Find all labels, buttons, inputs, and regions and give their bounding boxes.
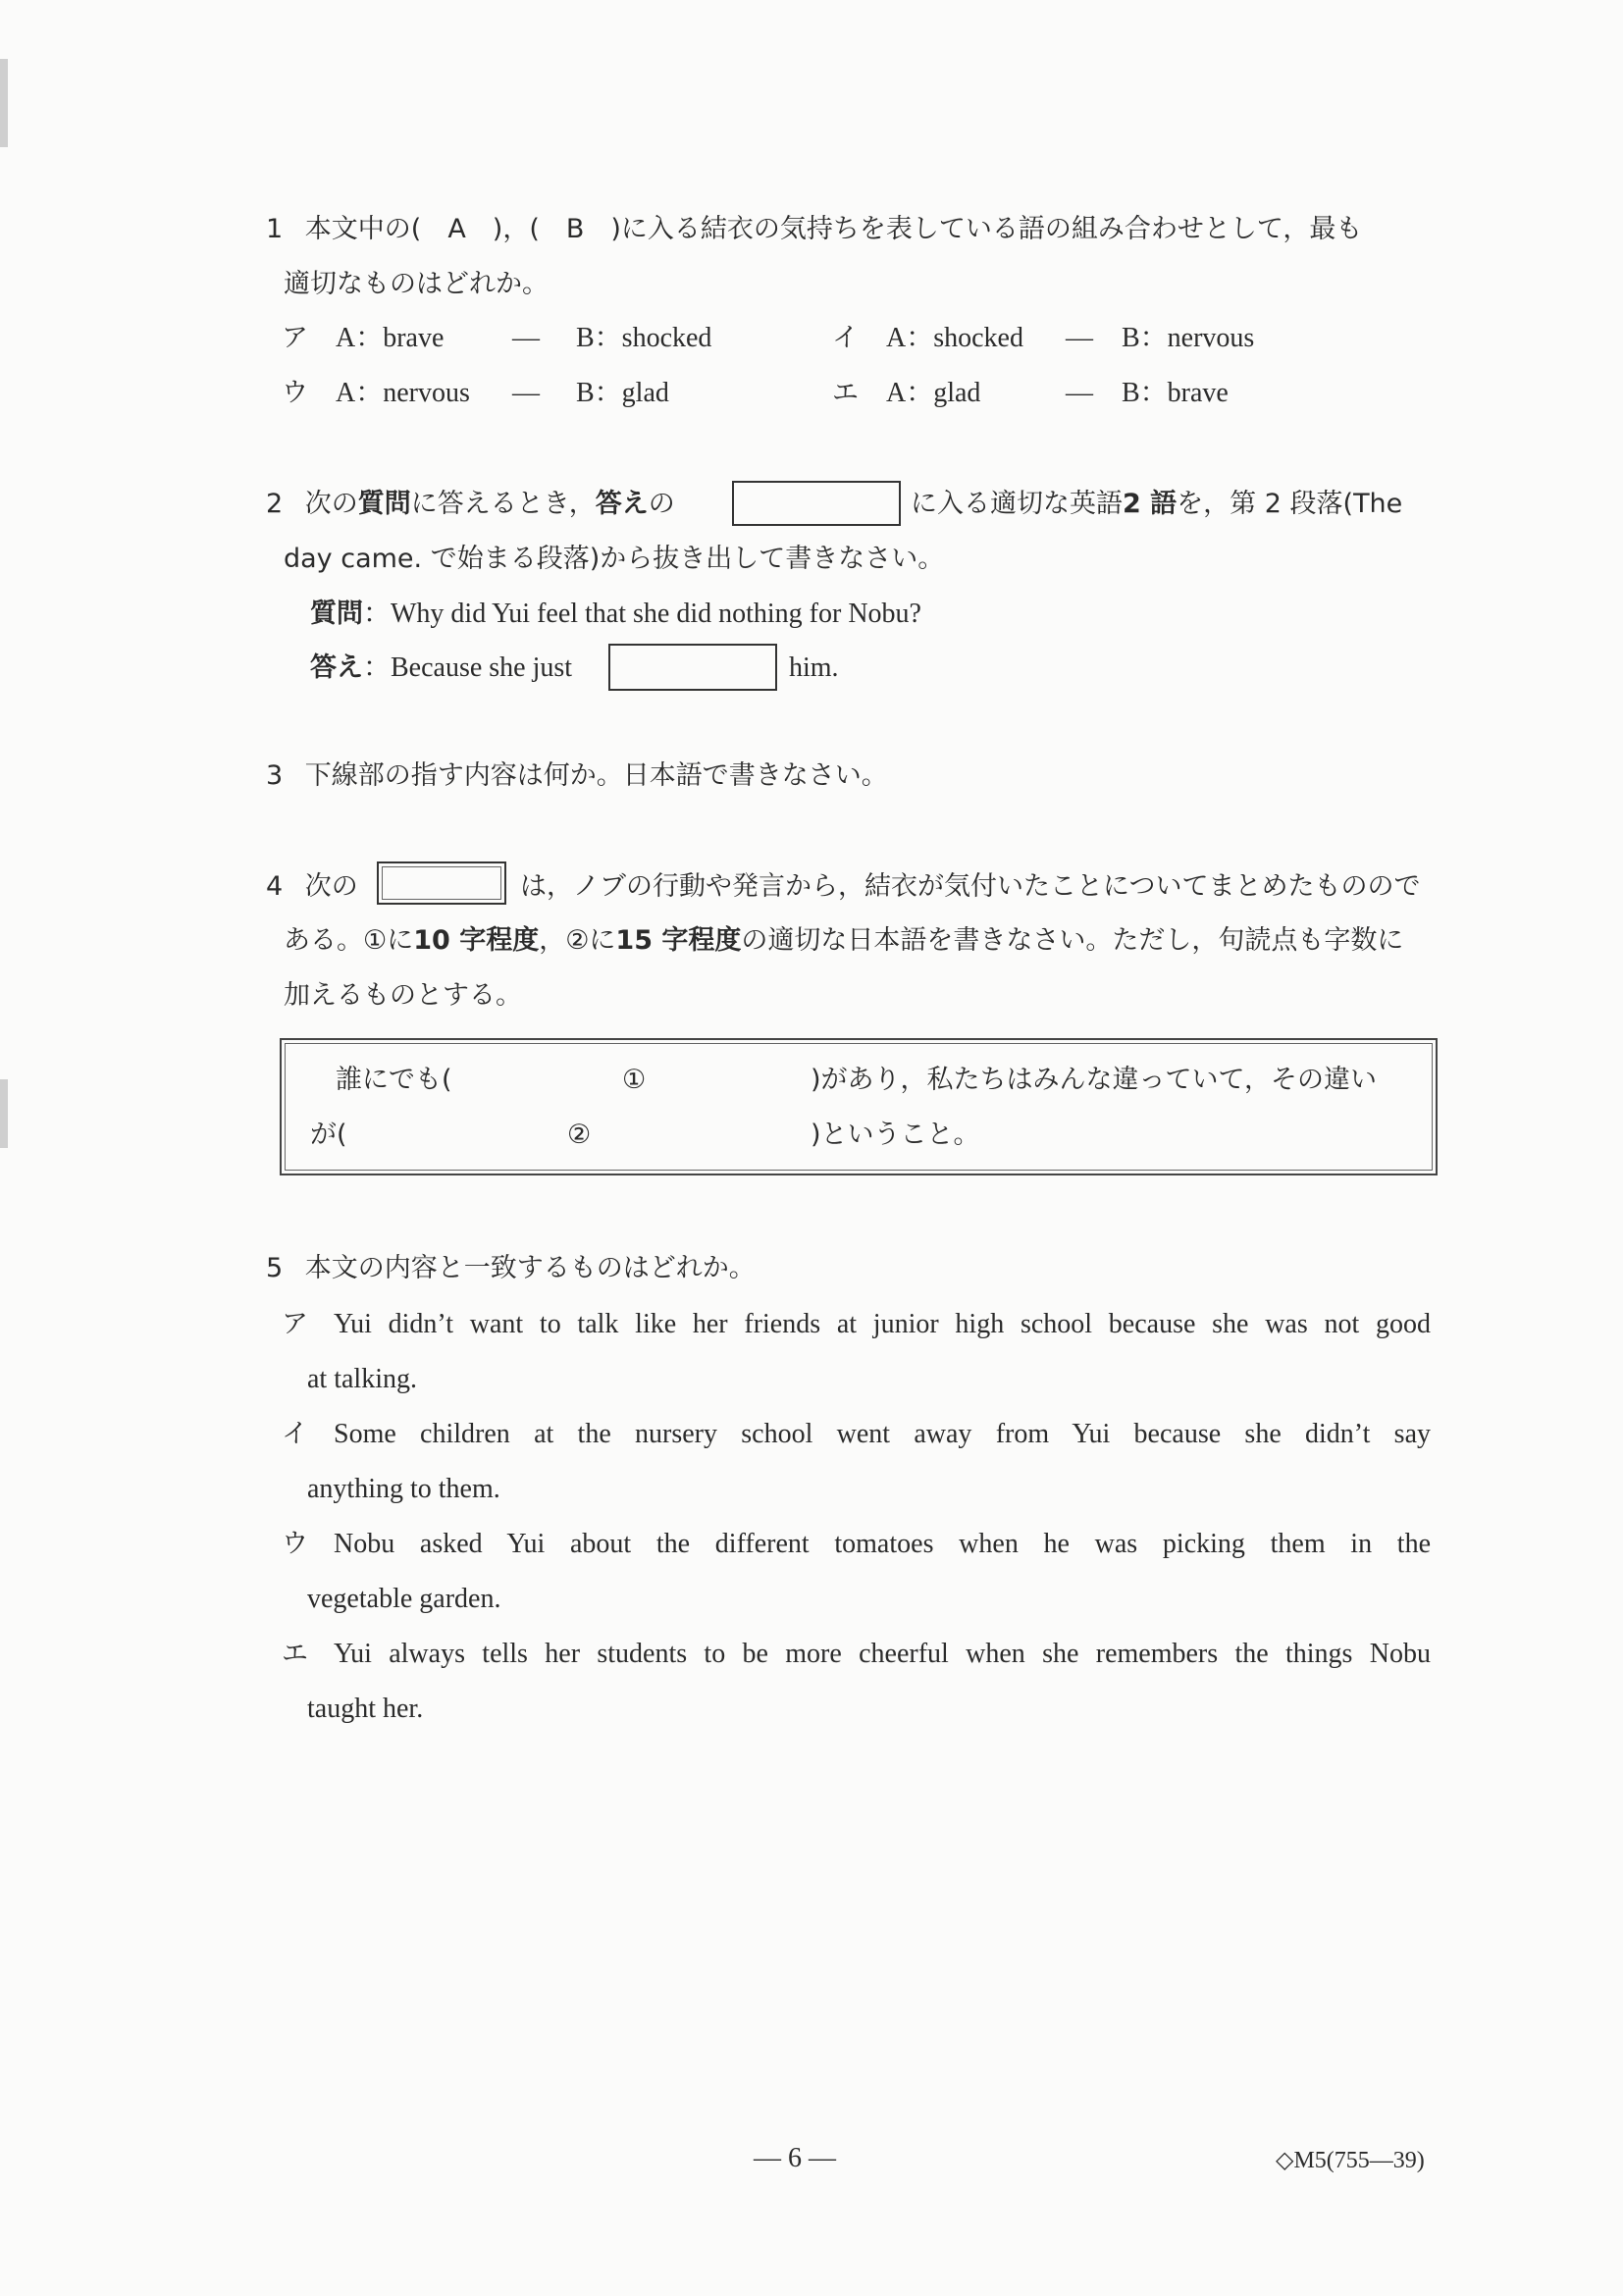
question-text: に入る適切な英語: [911, 489, 1123, 519]
option-mark: ウ: [282, 1529, 308, 1559]
option-a-word: A：glad: [886, 378, 981, 408]
question-text: を，第 2 段落(The: [1177, 489, 1403, 519]
option-text-cont: vegetable garden.: [307, 1584, 501, 1614]
question-text: ，②に: [539, 925, 616, 956]
question-text: は，ノブの行動や発言から，結衣が気付いたことについてまとめたものので: [520, 871, 1421, 902]
question-text: 下線部の指す内容は何か。日本語で書きなさい。: [304, 760, 888, 791]
summary-text: )があり，私たちはみんな違っていて，その違い: [811, 1065, 1377, 1095]
option-mark: エ: [282, 1639, 308, 1669]
keyword-question: 質問: [357, 489, 411, 519]
question-text-line2: 適切なものはどれか。: [284, 269, 549, 299]
option-mark: ウ: [282, 378, 308, 408]
option-dash: —: [1066, 378, 1093, 408]
option-dash: —: [512, 323, 540, 353]
option-text-cont: at talking.: [307, 1364, 417, 1394]
option-i[interactable]: [832, 321, 1255, 356]
question-text-line2: day came. で始まる段落)から抜き出して書きなさい。: [284, 544, 945, 574]
summary-box: [280, 1038, 1438, 1175]
summary-text: )ということ。: [811, 1120, 980, 1150]
option-text: Yui always tells her students to be more cheerful when she remembers the things Nobu: [334, 1639, 1431, 1669]
option-text-cont: taught her.: [307, 1694, 424, 1724]
question-text: 次の: [304, 871, 358, 902]
option-a[interactable]: [282, 321, 712, 356]
option-a-word: A：shocked: [886, 323, 1023, 353]
char-count-1: 10 字程度: [413, 925, 540, 956]
question-english: ：Why did Yui feel that she did nothing for Nobu?: [363, 599, 921, 629]
option-text: Nobu asked Yui about the different tomatoes when he was picking them in the: [334, 1529, 1431, 1559]
page-number: — 6 —: [754, 2143, 836, 2173]
option-mark: ア: [282, 323, 308, 353]
question-text: ある。①に: [284, 925, 414, 956]
scan-edge-mark: [0, 1079, 8, 1148]
answer-label: 答え: [310, 652, 363, 683]
option-mark: イ: [832, 323, 859, 353]
question-number: 1: [266, 214, 284, 244]
option-b-word: B：shocked: [576, 323, 712, 353]
answer-english: ：Because she just: [363, 652, 573, 683]
blank-marker-2[interactable]: ②: [567, 1120, 592, 1150]
option-mark: ア: [282, 1309, 308, 1339]
char-count-2: 15 字程度: [615, 925, 742, 956]
option-mark: イ: [282, 1419, 308, 1449]
word-count: 2 語: [1123, 489, 1178, 519]
question-text: の: [648, 489, 675, 519]
question-number: 2: [266, 489, 284, 519]
question-number: 4: [266, 871, 284, 902]
option-dash: —: [512, 378, 540, 408]
question-label: 質問: [310, 599, 363, 629]
option-b-word: B：brave: [1122, 378, 1229, 408]
summary-text: 誰にでも(: [336, 1065, 452, 1095]
question-text-line3: 加えるものとする。: [284, 980, 522, 1011]
question-text: 次の: [304, 489, 358, 519]
option-text: Yui didn’t want to talk like her friends at junior high school because she was not good: [334, 1309, 1431, 1339]
exam-code: ◇M5(755—39): [1276, 2148, 1425, 2173]
question-text: 本文中の( A )，( B )に入る結衣の気持ちを表している語の組み合わせとして，最も: [304, 214, 1363, 244]
option-mark: エ: [832, 378, 859, 408]
question-text: 本文の内容と一致するものはどれか。: [304, 1253, 756, 1283]
question-text: の適切な日本語を書きなさい。ただし，句読点も字数に: [741, 925, 1404, 956]
question-text: に答えるとき，: [410, 489, 596, 519]
scan-edge-mark: [0, 59, 8, 147]
option-u[interactable]: [282, 376, 669, 411]
option-b-word: B：nervous: [1122, 323, 1255, 353]
option-a-word: A：brave: [336, 323, 445, 353]
summary-text: が(: [310, 1120, 347, 1150]
question-number: 3: [266, 760, 284, 791]
option-text: Some children at the nursery school went away from Yui because she didn’t say: [334, 1419, 1431, 1449]
option-dash: —: [1066, 323, 1093, 353]
option-e[interactable]: [832, 376, 1229, 411]
option-b-word: B：glad: [576, 378, 669, 408]
keyword-answer: 答え: [595, 489, 649, 519]
option-text-cont: anything to them.: [307, 1474, 500, 1504]
question-number: 5: [266, 1253, 284, 1283]
answer-blank-box: [732, 481, 901, 526]
answer-english-end: him.: [789, 652, 839, 683]
option-a-word: A：nervous: [336, 378, 470, 408]
summary-box-marker: [377, 861, 506, 905]
blank-marker-1[interactable]: ①: [622, 1065, 647, 1095]
answer-input-box[interactable]: [608, 644, 777, 691]
